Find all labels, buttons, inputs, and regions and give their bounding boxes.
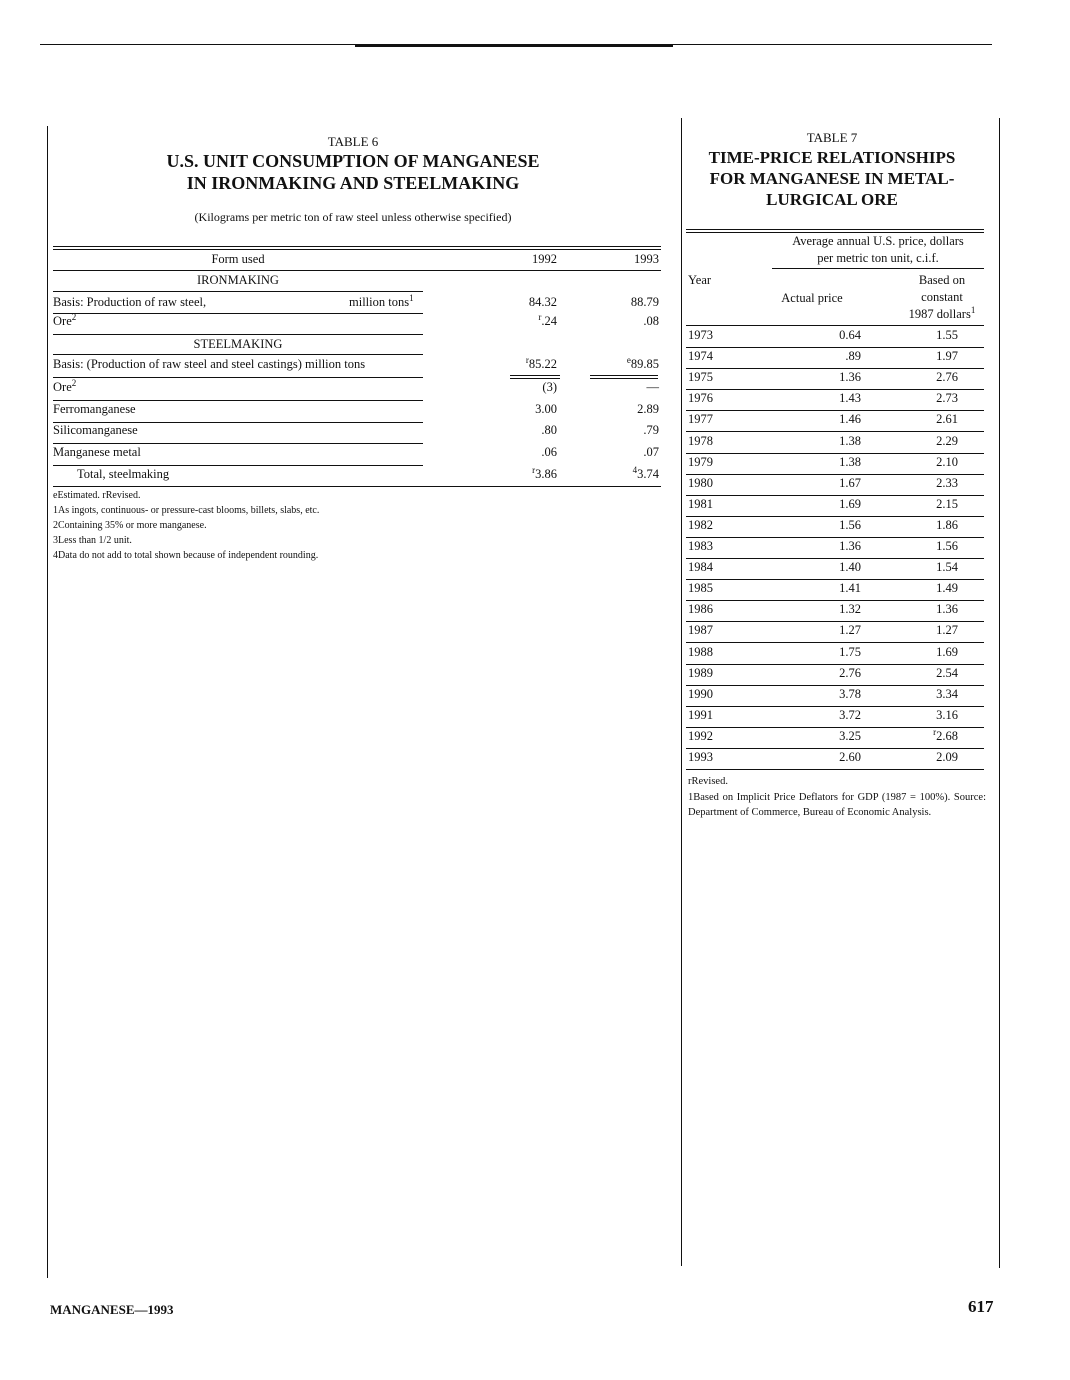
table-7-title-line3: LURGICAL ORE: [766, 190, 898, 209]
ironmaking-heading: IRONMAKING: [197, 273, 279, 287]
constant-price-cell: 1.54: [936, 560, 958, 575]
table-row: [53, 464, 661, 487]
constant-price-cell: 2.73: [936, 391, 958, 406]
value-1993: .07: [643, 444, 659, 459]
year-cell: 1990: [688, 686, 713, 701]
table-rule: [686, 769, 984, 770]
value-1993: —: [646, 380, 659, 394]
year-cell: 1983: [688, 539, 713, 553]
table-row: [686, 645, 984, 665]
t6-double-underline: [510, 375, 560, 376]
actual-price-cell: 1.38: [839, 454, 861, 469]
table-row: [686, 539, 984, 559]
footnote: rRevised.: [688, 776, 728, 787]
year-cell: 1986: [688, 602, 713, 617]
middle-column-rule: [681, 118, 682, 1266]
footnote: eEstimated. rRevised.: [53, 490, 141, 501]
table-6-header-row: [53, 252, 661, 272]
year-cell: 1989: [688, 665, 713, 680]
t6-rule: [53, 334, 423, 335]
table-6-title: [50, 150, 656, 194]
table-6-title-line1: U.S. UNIT CONSUMPTION OF MANGANESE: [166, 151, 540, 171]
table-7-title-line1: TIME-PRICE RELATIONSHIPS: [708, 148, 956, 167]
actual-price-cell: 1.40: [839, 560, 861, 575]
actual-price-cell: 1.69: [839, 496, 861, 511]
actual-price-cell: 1.36: [839, 370, 861, 385]
actual-price-cell: 1.46: [839, 412, 861, 427]
constant-price-cell: 1.49: [936, 581, 958, 596]
iron-ore-1992: $^r$.24: [538, 311, 557, 328]
actual-price-cell: 2.60: [839, 750, 861, 764]
actual-price-cell: 3.78: [839, 686, 861, 701]
constant-price-cell: 1.97: [936, 349, 958, 364]
year-cell: 1991: [688, 707, 713, 722]
constant-price-cell: 1.69: [936, 644, 958, 659]
steel-basis-1993: $^e$89.85: [626, 354, 659, 371]
constant-price-cell: 2.76: [936, 370, 958, 385]
table-rule: [686, 558, 984, 559]
t7-rule: [772, 268, 984, 269]
table-row: [53, 292, 661, 315]
constant-price-cell: 1.27: [936, 623, 958, 638]
table-rule: [686, 685, 984, 686]
iron-basis-unit: million tons$^1$: [349, 292, 414, 309]
table-rule: [686, 516, 984, 517]
table-6-title-line2: IN IRONMAKING AND STEELMAKING: [186, 173, 520, 193]
table-row: [686, 623, 984, 643]
actual-price-cell: 0.64: [839, 328, 861, 342]
actual-price-cell: 1.38: [839, 433, 861, 448]
actual-price-cell: .89: [845, 349, 861, 364]
column-header-form: Form used: [211, 252, 265, 266]
table-rule: [686, 389, 984, 390]
constant-price-cell: 3.16: [936, 707, 958, 722]
page-number: 617: [968, 1297, 994, 1316]
table-row: [686, 370, 984, 390]
table-rule: [686, 748, 984, 749]
footnote: 1As ingots, continuous- or pressure-cast blooms, billets, slabs, etc.: [53, 505, 320, 516]
actual-price-cell: 1.67: [839, 475, 861, 490]
table-row: [686, 412, 984, 432]
constant-header-line3: 1987 dollars$^1$: [908, 304, 976, 321]
table-7-title-line2: FOR MANGANESE IN METAL-: [709, 169, 955, 188]
t6-rule: [53, 249, 661, 250]
t6-rule: [53, 486, 661, 487]
constant-header-line2: constant: [921, 290, 963, 304]
actual-price-cell: 3.25: [839, 728, 861, 743]
footnote: 1Based on Implicit Price Deflators for GDP (1987 = 100%). Source: Department of Commerce, Bureau of Economic Analysis.: [688, 792, 986, 818]
table-row: [686, 518, 984, 538]
table-rule: [686, 706, 984, 707]
constant-price-cell: 2.09: [936, 750, 958, 764]
total-steelmaking-label: Total, steelmaking: [77, 467, 170, 481]
actual-price-cell: 1.27: [839, 623, 861, 638]
year-cell: 1978: [688, 433, 713, 448]
table-row: [686, 560, 984, 580]
table-rule: [53, 465, 423, 466]
total-1993: $^4$3.74: [632, 464, 659, 481]
price-group-header-line1: Average annual U.S. price, dollars: [792, 234, 964, 248]
year-cell: 1976: [688, 391, 713, 406]
constant-price-cell: 2.15: [936, 496, 958, 511]
right-column-rule: [999, 118, 1000, 1268]
year-cell: 1982: [688, 517, 713, 532]
steelmaking-heading: STEELMAKING: [193, 337, 283, 351]
year-cell: 1984: [688, 560, 713, 575]
table-6-subtitle: (Kilograms per metric ton of raw steel unless otherwise specified): [194, 210, 512, 224]
table-row: [686, 708, 984, 728]
table-row: [686, 328, 984, 348]
t6-rule: [53, 246, 661, 247]
constant-price-cell: 2.33: [936, 475, 958, 490]
table-row: [686, 434, 984, 454]
column-header-year: Year: [688, 273, 712, 287]
table-row: [53, 311, 661, 334]
table-row: [686, 687, 984, 707]
value-1993: .79: [643, 423, 659, 437]
table-rule: [686, 621, 984, 622]
top-rule-thick: [355, 44, 673, 47]
year-cell: 1981: [688, 496, 713, 511]
actual-price-cell: 1.41: [839, 581, 861, 596]
table-7-title: [682, 147, 982, 210]
t7-rule: [686, 325, 984, 326]
constant-price-cell: $^r$2.68: [933, 726, 958, 743]
constant-price-cell: 2.54: [936, 665, 958, 680]
table-row: [686, 726, 984, 749]
year-cell: 1974: [688, 349, 713, 364]
table-7-label: TABLE 7: [806, 130, 858, 145]
t6-double-underline: [510, 378, 560, 379]
running-footer: MANGANESE—1993: [50, 1302, 174, 1317]
row-label: Ore$^2$: [53, 377, 77, 394]
table-row: [686, 455, 984, 475]
constant-price-cell: 3.34: [936, 686, 958, 701]
footnote: 3Less than 1/2 unit.: [53, 535, 132, 546]
table-rule: [686, 579, 984, 580]
table-rule: [686, 495, 984, 496]
iron-ore-1993: .08: [643, 314, 659, 328]
year-cell: 1979: [688, 454, 713, 469]
table-row: [53, 354, 661, 377]
table-row: [686, 666, 984, 686]
column-header-1993: 1993: [634, 252, 659, 266]
t6-double-underline: [590, 378, 658, 379]
table-rule: [686, 368, 984, 369]
constant-price-cell: 1.55: [936, 328, 958, 342]
constant-header-line1: Based on: [918, 273, 966, 287]
t6-rule: [53, 377, 423, 378]
iron-basis-label: Basis: Production of raw steel,: [53, 295, 207, 309]
year-cell: 1988: [688, 644, 713, 659]
value-1992: (3): [542, 380, 557, 394]
price-group-header: [772, 233, 984, 267]
table-row: [53, 445, 661, 465]
year-cell: 1980: [688, 475, 713, 490]
table-row: [53, 423, 661, 443]
t6-rule: [53, 354, 423, 355]
table-rule: [686, 453, 984, 454]
table-rule: [686, 347, 984, 348]
table-rule: [686, 727, 984, 728]
table-rule: [686, 537, 984, 538]
iron-basis-1992: 84.32: [528, 295, 557, 309]
table-rule: [686, 664, 984, 665]
table-rule: [686, 600, 984, 601]
actual-price-cell: 1.32: [839, 602, 861, 617]
year-cell: 1992: [688, 728, 713, 743]
table-row: [686, 602, 984, 622]
table-row: [53, 402, 661, 422]
t6-rule: [53, 270, 661, 271]
table-row: [686, 349, 984, 369]
value-1993: 2.89: [637, 401, 659, 416]
year-cell: 1987: [688, 623, 713, 638]
actual-price-cell: 3.72: [839, 707, 861, 722]
actual-price-cell: 1.36: [839, 539, 861, 553]
table-6-label: TABLE 6: [327, 134, 379, 149]
constant-price-cell: 1.86: [936, 517, 958, 532]
table-row: [686, 750, 984, 770]
table-rule: [686, 431, 984, 432]
t6-rule: [53, 291, 423, 292]
column-header-1992: 1992: [532, 252, 557, 266]
table-row: [686, 497, 984, 517]
year-cell: 1973: [688, 328, 713, 342]
row-label: Ferromanganese: [53, 401, 136, 416]
table-row: [686, 581, 984, 601]
constant-price-cell: 1.36: [936, 602, 958, 617]
year-cell: 1975: [688, 370, 713, 385]
footnote: 2Containing 35% or more manganese.: [53, 520, 207, 531]
year-cell: 1993: [688, 750, 713, 764]
year-cell: 1977: [688, 412, 713, 427]
price-group-header-line2: per metric ton unit, c.i.f.: [817, 251, 939, 265]
column-header-constant-price: [892, 272, 992, 323]
table-row: [686, 391, 984, 411]
steel-basis-1992: $^r$85.22: [525, 354, 557, 371]
constant-price-cell: 2.29: [936, 433, 958, 448]
total-1992: $^r$3.86: [532, 464, 557, 481]
constant-price-cell: 2.10: [936, 454, 958, 469]
value-1992: .80: [541, 423, 557, 437]
column-header-actual-price: Actual price: [781, 291, 843, 305]
actual-price-cell: 2.76: [839, 665, 861, 680]
iron-ore-label: Ore$^2$: [53, 311, 77, 328]
left-column-rule: [47, 126, 48, 1278]
footnote: 4Data do not add to total shown because of independent rounding.: [53, 550, 319, 561]
table-rule: [686, 642, 984, 643]
value-1992: 3.00: [535, 401, 557, 416]
year-cell: 1985: [688, 581, 713, 596]
iron-basis-1993: 88.79: [630, 295, 659, 309]
row-label: Manganese metal: [53, 444, 141, 459]
row-label: Silicomanganese: [53, 423, 138, 437]
table-row: [53, 377, 661, 400]
t7-rule: [686, 229, 984, 230]
table-rule: [686, 474, 984, 475]
actual-price-cell: 1.56: [839, 517, 861, 532]
constant-price-cell: 1.56: [936, 539, 958, 553]
actual-price-cell: 1.43: [839, 391, 861, 406]
constant-price-cell: 2.61: [936, 412, 958, 427]
value-1992: .06: [541, 444, 557, 459]
table-row: [686, 476, 984, 496]
actual-price-cell: 1.75: [839, 644, 861, 659]
t6-double-underline: [590, 375, 658, 376]
steel-basis-label: Basis: (Production of raw steel and steel castings) million tons: [53, 357, 366, 371]
table-rule: [686, 410, 984, 411]
